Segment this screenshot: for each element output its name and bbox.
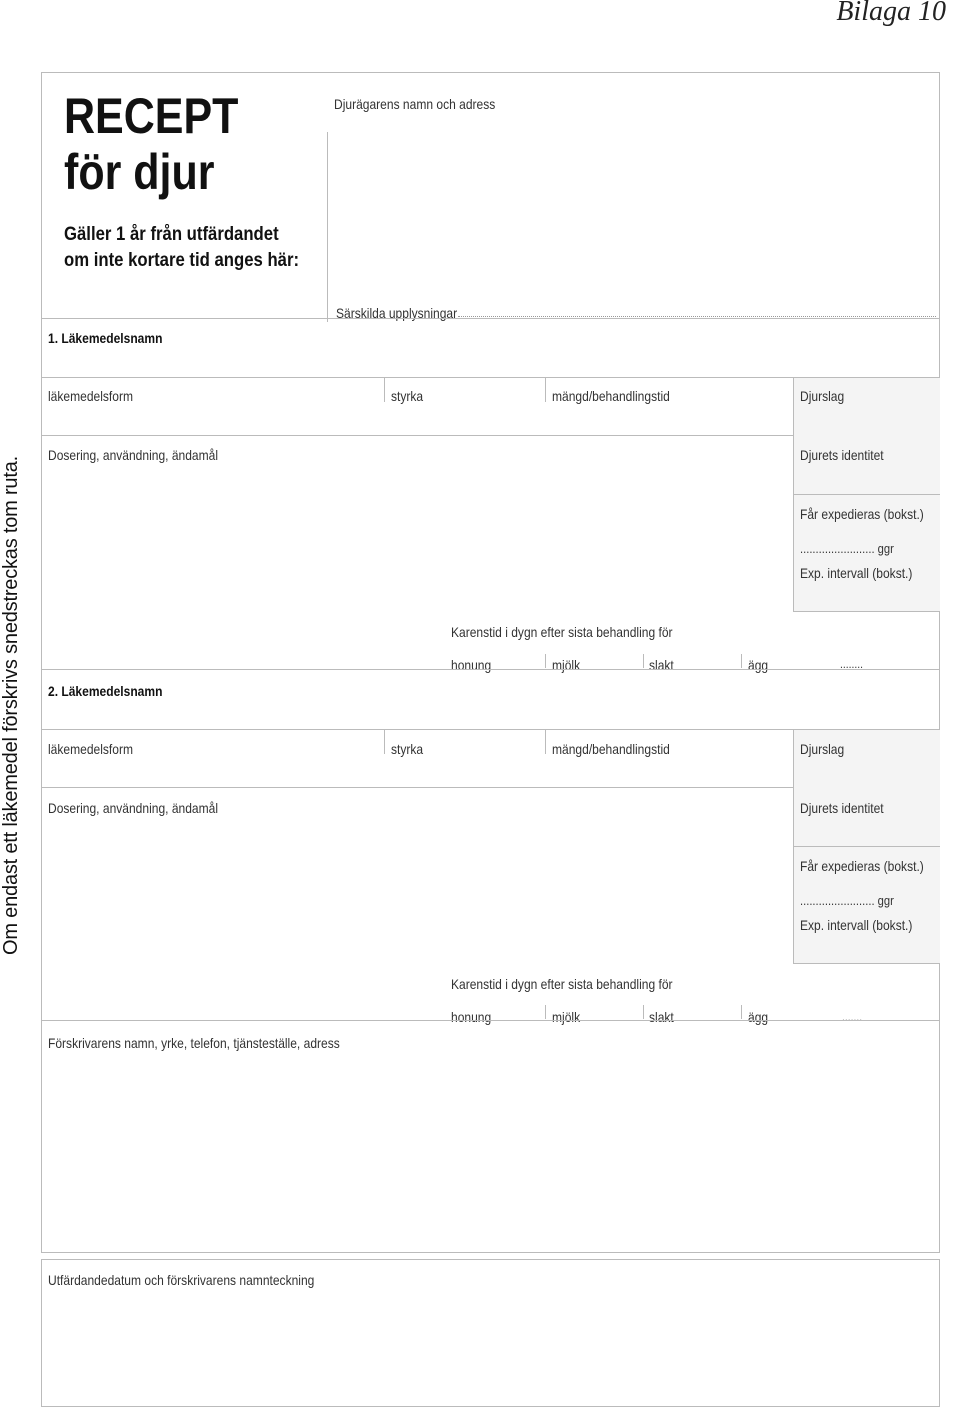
medicine-1-interval-label: Exp. intervall (bokst.) [800,565,913,581]
medicine-1-name-field[interactable] [48,348,933,374]
medicine-1-dosage-field[interactable] [48,470,788,610]
medicine-2-withdrawal-honey[interactable]: honung [451,1009,492,1025]
medicine-1-withdrawal-honey[interactable]: honung [451,657,492,673]
medicine-1-species-field[interactable] [800,408,934,432]
owner-label: Djurägarens namn och adress [334,96,496,112]
validity-date-field[interactable] [64,270,314,292]
medicine-1-name-label: 1. Läkemedelsnamn [48,330,163,346]
medicine-2-amount-field[interactable] [552,760,787,784]
signature-label: Utfärdandedatum och förskrivarens namnteckning [48,1272,315,1288]
special-info-label: Särskilda upplysningar [336,305,458,321]
form-title-line1: RECEPT [64,88,239,144]
validity-text [64,222,299,274]
prescriber-label: Förskrivarens namn, yrke, telefon, tjänsteställe, adress [48,1035,340,1051]
medicine-1-form-label: läkemedelsform [48,388,133,404]
signature-field[interactable] [48,1296,933,1401]
medicine-2-interval-label: Exp. intervall (bokst.) [800,917,913,933]
medicine-1-withdrawal-label: Karenstid i dygn efter sista behandling för [451,624,673,640]
medicine-2-interval-field[interactable] [800,936,934,958]
validity-line1: Gäller 1 år från utfärdandet [64,224,279,245]
side-note: Om endast ett läkemedel förskrivs snedstreckas tom ruta. [0,456,22,955]
medicine-2-times-label[interactable]: ........................ ggr [800,893,894,908]
medicine-1-dispense-label: Får expedieras (bokst.) [800,506,924,522]
medicine-1-withdrawal-extra[interactable]: ........ [840,657,863,671]
medicine-2-amount-label: mängd/behandlingstid [552,741,670,757]
special-info-field[interactable] [460,300,935,316]
medicine-2-species-field[interactable] [800,760,934,784]
medicine-1-strength-field[interactable] [391,408,541,432]
medicine-2-withdrawal-egg[interactable]: ägg [748,1009,769,1025]
medicine-2-dispense-label: Får expedieras (bokst.) [800,858,924,874]
medicine-2-withdrawal-milk[interactable]: mjölk [552,1009,581,1025]
medicine-1-strength-label: styrka [391,388,424,404]
medicine-2-strength-label: styrka [391,741,424,757]
medicine-2-form-label: läkemedelsform [48,741,133,757]
medicine-2-species-label: Djurslag [800,741,845,757]
medicine-1-withdrawal-slaughter[interactable]: slakt [649,657,674,673]
medicine-1-amount-field[interactable] [552,408,787,432]
medicine-2-withdrawal-slaughter[interactable]: slakt [649,1009,674,1025]
medicine-2-dosage-field[interactable] [48,822,788,962]
prescriber-field[interactable] [48,1060,933,1245]
medicine-1-form-field[interactable] [48,408,378,432]
medicine-2-name-label: 2. Läkemedelsnamn [48,683,163,699]
medicine-1-interval-field[interactable] [800,584,934,606]
medicine-2-strength-field[interactable] [391,760,541,784]
medicine-1-times-label[interactable]: ........................ ggr [800,541,894,556]
medicine-1-dosage-label: Dosering, användning, ändamål [48,447,219,463]
owner-field[interactable] [334,120,934,300]
medicine-2-withdrawal-label: Karenstid i dygn efter sista behandling för [451,976,673,992]
medicine-2-identity-label: Djurets identitet [800,800,884,816]
annex-label: Bilaga 10 [836,0,946,27]
validity-line2: om inte kortare tid anges här: [64,250,300,271]
form-title-line2: för djur [64,144,215,200]
medicine-2-identity-field[interactable] [800,818,934,842]
medicine-1-identity-label: Djurets identitet [800,447,884,463]
medicine-2-name-field[interactable] [48,700,933,726]
medicine-1-withdrawal-milk[interactable]: mjölk [552,657,581,673]
medicine-1-amount-label: mängd/behandlingstid [552,388,670,404]
medicine-1-identity-field[interactable] [800,466,934,490]
medicine-1-species-label: Djurslag [800,388,845,404]
medicine-2-form-field[interactable] [48,760,378,784]
medicine-2-dosage-label: Dosering, användning, ändamål [48,800,219,816]
medicine-1-withdrawal-egg[interactable]: ägg [748,657,769,673]
form-title [64,88,238,200]
medicine-2-withdrawal-extra[interactable]: ....... [842,1010,863,1024]
